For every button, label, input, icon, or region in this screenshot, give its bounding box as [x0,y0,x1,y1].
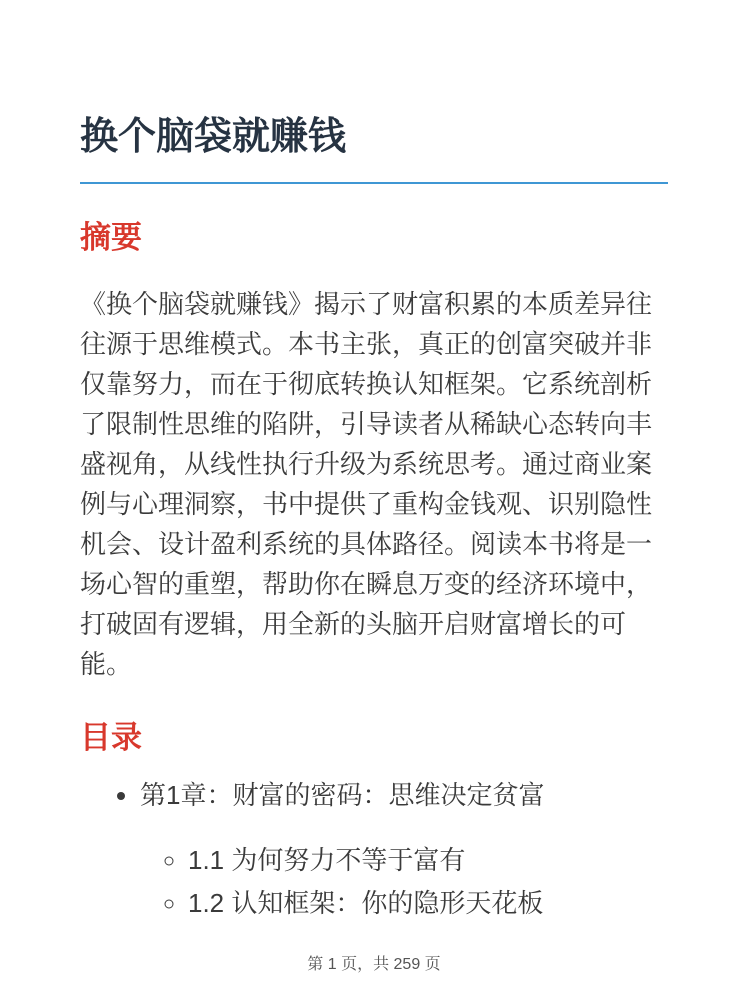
abstract-text: 《换个脑袋就赚钱》揭示了财富积累的本质差异往往源于思维模式。本书主张，真正的创富突破并非仅靠努力，而在于彻底转换认知框架。它系统剖析了限制性思维的陷阱，引导读者从稀缺心态转向丰盛视角，从线性执行升级为系统思考。通过商业案例与心理洞察，书中提供了重构金钱观、识别隐性机会、设计盈利系统的具体路径。阅读本书将是一场心智的重塑，帮助你在瞬息万变的经济环境中，打破固有逻辑，用全新的头脑开启财富增长的可能。 [80,288,653,679]
page-number-footer: 第 1 页，共 259 页 [307,956,441,974]
toc-chapter-label: 第1章：财富的密码：思维决定贫富 [140,780,545,811]
toc-section-list [140,839,668,925]
toc-chapter-item [140,774,668,925]
page-title: 换个脑袋就赚钱 [80,116,347,158]
toc-section-item: ◦ 1.2 认知框架：你的隐形天花板 [188,882,668,925]
abstract-heading: 摘要 [80,219,142,255]
title-divider [80,182,668,184]
toc-section-item: ◦ 1.1 为何努力不等于富有 [188,839,668,882]
toc-heading: 目录 [80,719,142,755]
toc-list [80,774,668,925]
